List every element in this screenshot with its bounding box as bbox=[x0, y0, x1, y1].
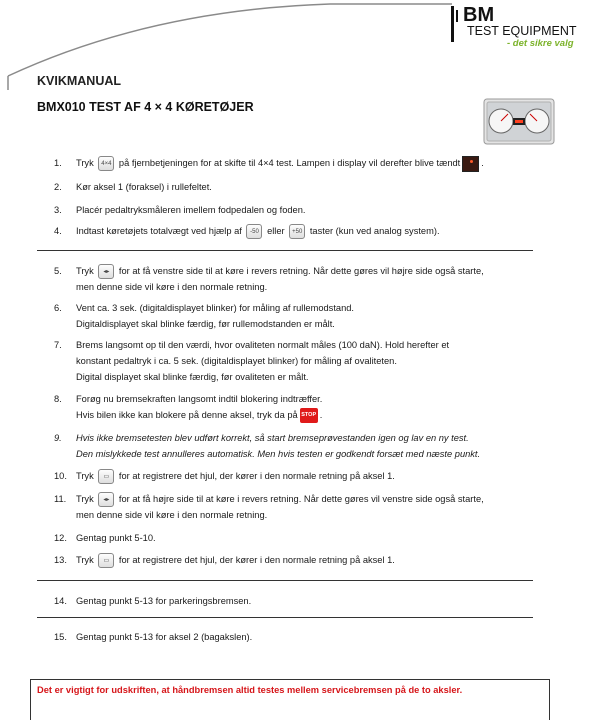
step-4: 4. Indtast køretøjets totalvægt ved hjælp af -50 eller +50 taster (kun ved analog system). bbox=[54, 223, 440, 239]
step-15: 15. Gentag punkt 5-13 for aksel 2 (bagakslen). bbox=[54, 632, 253, 642]
reverse-arrow-key-icon: ◂▸ bbox=[98, 492, 114, 507]
logo-text: TEST EQUIPMENT bbox=[467, 24, 577, 38]
stop-key-icon: STOP bbox=[300, 408, 318, 423]
company-logo bbox=[449, 4, 585, 52]
step-7: 7. Brems langsomt op til den værdi, hvor ovaliteten normalt måles (100 daN). Hold herefter et konstant pedaltryk i ca. 5 sek. (digitaldisplayet blinker) for måling af ovaliteten. Digital displayet skal blinke færdig, før ovaliteten er målt. bbox=[54, 340, 450, 382]
step-9: 9. Hvis ikke bremsetesten blev udført korrekt, så start bremseprøvestanden igen og lav en ny test. Den mislykkede test annulleres automatisk. Men hvis testen er godkendt forsæt med næste punkt. bbox=[54, 433, 481, 459]
warning-text: Det er vigtigt for udskriften, at håndbremsen altid testes mellem servicebremsen på de to aksler. bbox=[37, 685, 463, 695]
register-wheel-key-icon: ▭ bbox=[98, 553, 114, 568]
step-12: 12. Gentag punkt 5-10. bbox=[54, 533, 156, 543]
step-1: 1. Tryk 4×4 på fjernbetjeningen for at skifte til 4×4 test. Lampen i display vil derefter blive tændt . bbox=[54, 155, 484, 172]
step-3: 3. Placér pedaltryksmåleren imellem fodpedalen og foden. bbox=[54, 205, 306, 215]
step-5: 5. Tryk ◂▸ for at få venstre side til at køre i revers retning. Når dette gøres vil højre side også starte, men denne side vil køre i den normale retning. bbox=[54, 266, 484, 293]
section-title: KVIKMANUAL bbox=[37, 74, 122, 88]
minus-50-key-icon: -50 bbox=[246, 224, 262, 239]
logo-slogan: - det sikre valg bbox=[507, 38, 574, 49]
step-14: 14. Gentag punkt 5-13 for parkeringsbremsen. bbox=[54, 596, 252, 606]
logo-bm: BM bbox=[463, 4, 495, 26]
divider bbox=[37, 250, 533, 251]
brake-tester-display-icon bbox=[483, 98, 555, 145]
display-lamp-icon bbox=[462, 156, 479, 172]
step-2: 2. Kør aksel 1 (foraksel) i rullefeltet. bbox=[54, 182, 212, 192]
remote-4x4-button-icon: 4×4 bbox=[98, 156, 114, 171]
step-6: 6. Vent ca. 3 sek. (digitaldisplayet blinker) for måling af rullemodstand. Digitaldisplayet skal blinke færdig, før rullemodstanden er målt. bbox=[54, 303, 355, 329]
step-10: 10. Tryk ▭ for at registrere det hjul, der kører i den normale retning på aksel 1. bbox=[54, 468, 395, 484]
divider bbox=[37, 617, 533, 618]
step-11: 11. Tryk ◂▸ for at få højre side til at køre i revers retning. Når dette gøres vil venstre side også starte, men denne side vil køre i den normale retning. bbox=[54, 494, 484, 521]
plus-50-key-icon: +50 bbox=[289, 224, 305, 239]
reverse-arrow-key-icon: ◂▸ bbox=[98, 264, 114, 279]
register-wheel-key-icon: ▭ bbox=[98, 469, 114, 484]
divider bbox=[37, 580, 533, 581]
step-13: 13. Tryk ▭ for at registrere det hjul, der kører i den normale retning på aksel 1. bbox=[54, 552, 395, 568]
step-8: 8. Forøg nu bremsekraften langsomt indtil blokering indtræffer. Hvis bilen ikke kan blokere på denne aksel, tryk da på STOP . bbox=[54, 391, 322, 423]
page-title: BMX010 TEST AF 4 × 4 KØRETØJER bbox=[37, 100, 254, 114]
